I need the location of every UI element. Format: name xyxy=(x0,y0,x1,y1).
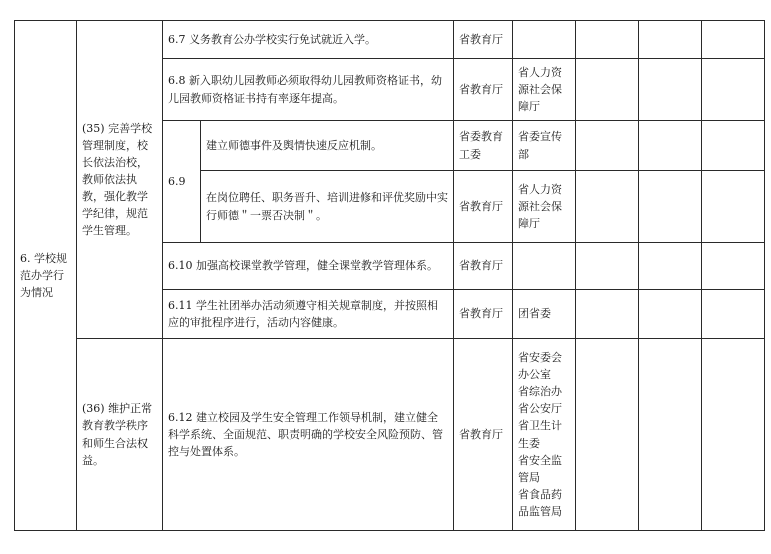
lead-dept-6-12: 省教育厅 xyxy=(454,339,513,531)
item-6-9-b: 在岗位聘任、职务晋升、培训进修和评优奖励中实行师德＂一票否决制＂。 xyxy=(201,171,454,243)
item-6-9-a: 建立师德事件及舆情快速反应机制。 xyxy=(201,121,454,171)
blank-cell xyxy=(702,339,765,531)
blank-cell xyxy=(639,171,702,243)
category-cell: 6. 学校规范办学行为情况 xyxy=(15,21,77,531)
blank-cell xyxy=(639,121,702,171)
blank-cell xyxy=(702,121,765,171)
table-row xyxy=(15,339,765,531)
blank-cell xyxy=(576,339,639,531)
group-label-36: (36) 维护正常教育教学秩序和师生合法权益。 xyxy=(77,339,163,531)
coop-dept-6-9-b: 省人力资源社会保障厅 xyxy=(513,171,576,243)
lead-dept-6-8: 省教育厅 xyxy=(454,59,513,121)
blank-cell xyxy=(576,59,639,121)
blank-cell xyxy=(576,243,639,290)
blank-cell xyxy=(702,21,765,59)
blank-cell xyxy=(702,59,765,121)
coop-dept-6-8: 省人力资源社会保障厅 xyxy=(513,59,576,121)
table-row xyxy=(15,21,765,59)
coop-dept-6-9-a: 省委宣传部 xyxy=(513,121,576,171)
lead-dept-6-10: 省教育厅 xyxy=(454,243,513,290)
blank-cell xyxy=(576,290,639,339)
coop-dept-6-7 xyxy=(513,21,576,59)
item-6-8: 6.8 新入职幼儿园教师必须取得幼儿园教师资格证书，幼儿园教师资格证书持有率逐年提高。 xyxy=(163,59,454,121)
blank-cell xyxy=(639,21,702,59)
blank-cell xyxy=(576,21,639,59)
blank-cell xyxy=(639,290,702,339)
lead-dept-6-9-b: 省教育厅 xyxy=(454,171,513,243)
coop-dept-6-12: 省安委会办公室 省综治办 省公安厅 省卫生计生委 省安全监管局 省食品药品监管局 xyxy=(513,339,576,531)
item-6-7: 6.7 义务教育公办学校实行免试就近入学。 xyxy=(163,21,454,59)
inspection-table xyxy=(14,20,765,531)
blank-cell xyxy=(702,290,765,339)
lead-dept-6-7: 省教育厅 xyxy=(454,21,513,59)
item-6-10: 6.10 加强高校课堂教学管理，健全课堂教学管理体系。 xyxy=(163,243,454,290)
group-label-35: (35) 完善学校管理制度，校长依法治校，教师依法执教，强化教学学纪律，规范学生管理。 xyxy=(77,21,163,339)
blank-cell xyxy=(702,171,765,243)
blank-cell xyxy=(639,59,702,121)
blank-cell xyxy=(639,243,702,290)
blank-cell xyxy=(576,121,639,171)
item-6-9-number: 6.9 xyxy=(163,121,201,243)
item-6-12: 6.12 建立校园及学生安全管理工作领导机制，建立健全科学系统、全面规范、职责明确的学校安全风险预防、管控与处置体系。 xyxy=(163,339,454,531)
blank-cell xyxy=(702,243,765,290)
blank-cell xyxy=(639,339,702,531)
lead-dept-6-11: 省教育厅 xyxy=(454,290,513,339)
item-6-11: 6.11 学生社团举办活动须遵守相关规章制度，并按照相应的审批程序进行，活动内容健康。 xyxy=(163,290,454,339)
coop-dept-6-11: 团省委 xyxy=(513,290,576,339)
blank-cell xyxy=(576,171,639,243)
coop-dept-6-10 xyxy=(513,243,576,290)
lead-dept-6-9-a: 省委教育工委 xyxy=(454,121,513,171)
